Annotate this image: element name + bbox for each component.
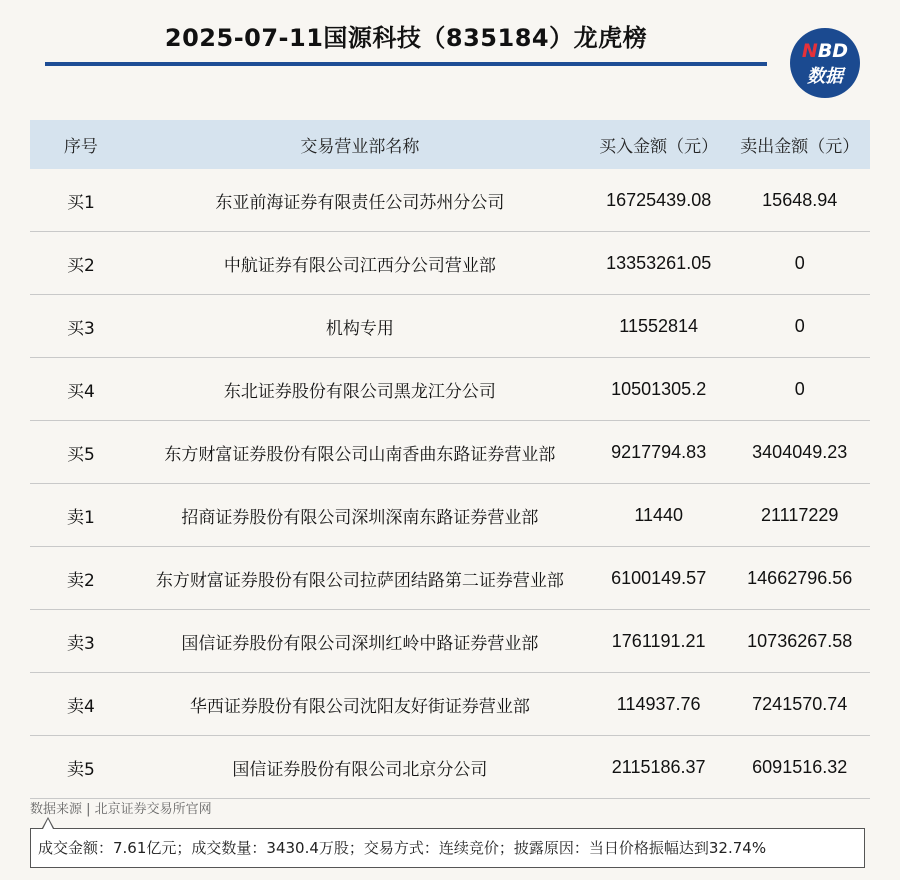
- broker-name: 招商证券股份有限公司深圳深南东路证券营业部: [132, 484, 588, 547]
- table-row: [30, 736, 870, 799]
- logo-n-letter: N: [801, 40, 818, 62]
- buy-amount: 11552814: [588, 295, 730, 358]
- buy-amount: 1761191.21: [588, 610, 730, 673]
- sell-amount: 15648.94: [729, 169, 870, 232]
- table-header-row: [30, 120, 870, 169]
- column-header-index: 序号: [30, 120, 132, 169]
- table-row: [30, 232, 870, 295]
- table-row: [30, 673, 870, 736]
- sell-amount: 6091516.32: [729, 736, 870, 799]
- column-header-sell-amount: 卖出金额（元）: [729, 120, 870, 169]
- broker-name: 华西证券股份有限公司沈阳友好街证券营业部: [132, 673, 588, 736]
- row-index: 卖1: [30, 484, 132, 547]
- row-index: 买1: [30, 169, 132, 232]
- column-header-broker: 交易营业部名称: [132, 120, 588, 169]
- broker-name: 机构专用: [132, 295, 588, 358]
- note-pointer-fill: [43, 819, 53, 829]
- sell-amount: 3404049.23: [729, 421, 870, 484]
- sell-amount: 21117229: [729, 484, 870, 547]
- table-row: [30, 169, 870, 232]
- sell-amount: 0: [729, 358, 870, 421]
- row-index: 买2: [30, 232, 132, 295]
- buy-amount: 2115186.37: [588, 736, 730, 799]
- table-row: [30, 610, 870, 673]
- sell-amount: 0: [729, 232, 870, 295]
- logo-line-1: [790, 40, 860, 62]
- table-row: [30, 484, 870, 547]
- nbd-logo: [790, 28, 860, 98]
- page-title: 2025-07-11国源科技（835184）龙虎榜: [164, 24, 648, 52]
- broker-name: 东方财富证券股份有限公司拉萨团结路第二证券营业部: [132, 547, 588, 610]
- row-index: 卖2: [30, 547, 132, 610]
- broker-name: 国信证券股份有限公司深圳红岭中路证券营业部: [132, 610, 588, 673]
- broker-name: 国信证券股份有限公司北京分公司: [132, 736, 588, 799]
- row-index: 买5: [30, 421, 132, 484]
- logo-line-2: 数据: [807, 66, 843, 87]
- sell-amount: 14662796.56: [729, 547, 870, 610]
- sell-amount: 0: [729, 295, 870, 358]
- data-source: 数据来源 | 北京证券交易所官网: [30, 802, 212, 817]
- buy-amount: 11440: [588, 484, 730, 547]
- buy-amount: 13353261.05: [588, 232, 730, 295]
- trade-summary-note: 成交金额：7.61亿元；成交数量：3430.4万股；交易方式：连续竞价；披露原因：当日价格振幅达到32.74%: [30, 828, 865, 868]
- table-row: [30, 295, 870, 358]
- logo-bd-letters: BD: [817, 40, 849, 62]
- buy-amount: 16725439.08: [588, 169, 730, 232]
- row-index: 卖3: [30, 610, 132, 673]
- buy-amount: 9217794.83: [588, 421, 730, 484]
- row-index: 卖5: [30, 736, 132, 799]
- row-index: 买4: [30, 358, 132, 421]
- row-index: 卖4: [30, 673, 132, 736]
- buy-amount: 10501305.2: [588, 358, 730, 421]
- broker-name: 东方财富证券股份有限公司山南香曲东路证券营业部: [132, 421, 588, 484]
- title-underline: [45, 62, 767, 66]
- sell-amount: 10736267.58: [729, 610, 870, 673]
- broker-name: 中航证券有限公司江西分公司营业部: [132, 232, 588, 295]
- buy-amount: 6100149.57: [588, 547, 730, 610]
- table-row: [30, 358, 870, 421]
- broker-name: 东北证券股份有限公司黑龙江分公司: [132, 358, 588, 421]
- buy-amount: 114937.76: [588, 673, 730, 736]
- column-header-buy-amount: 买入金额（元）: [588, 120, 730, 169]
- table-row: [30, 421, 870, 484]
- dragon-tiger-table: [30, 120, 870, 799]
- row-index: 买3: [30, 295, 132, 358]
- broker-name: 东亚前海证券有限责任公司苏州分公司: [132, 169, 588, 232]
- table-row: [30, 547, 870, 610]
- sell-amount: 7241570.74: [729, 673, 870, 736]
